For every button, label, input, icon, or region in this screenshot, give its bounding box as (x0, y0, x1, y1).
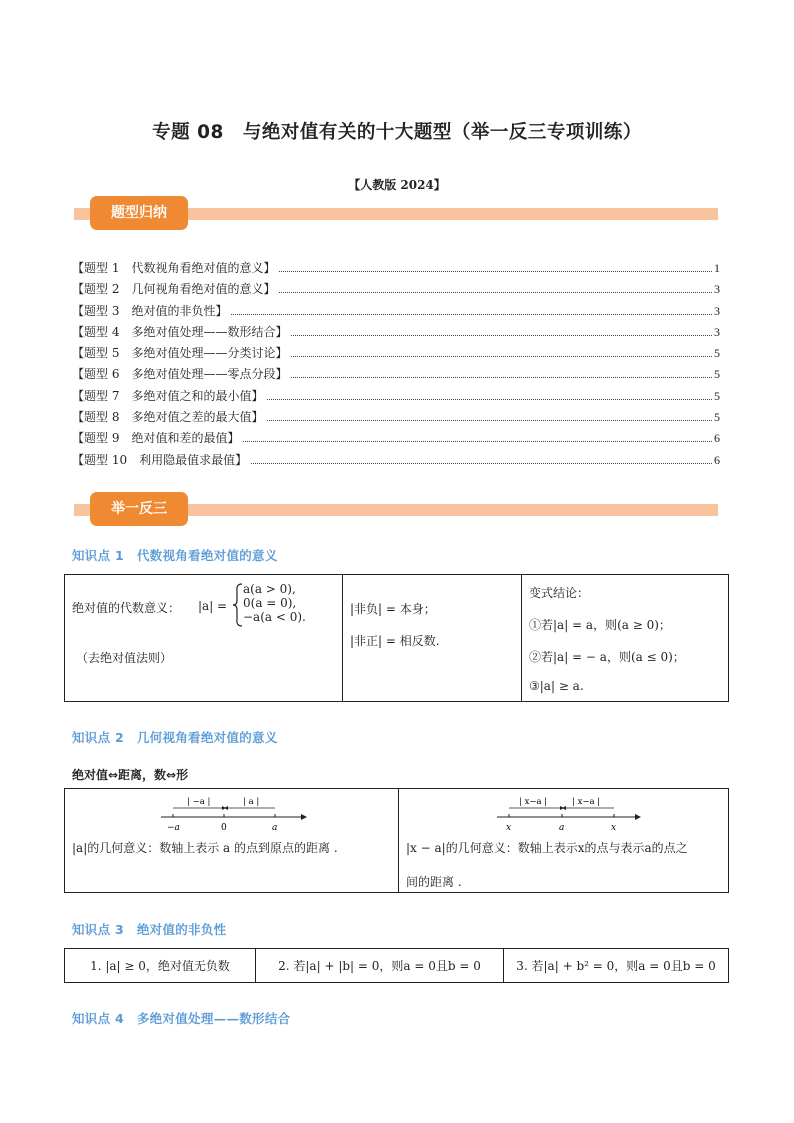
kp2-left-cell (65, 789, 399, 893)
label-abs-x-minus-a-left: | x−a | (519, 797, 548, 807)
toc-entry[interactable] (72, 302, 720, 323)
toc-page-number: 5 (714, 346, 720, 361)
toc-entry[interactable] (72, 259, 720, 280)
toc-entry[interactable] (72, 451, 720, 472)
page-title: 专题 08 与绝对值有关的十大题型（举一反三专项训练） (152, 122, 642, 143)
toc-leader-dots (231, 314, 712, 315)
kp3-cell-2: 2. 若|a| + |b| = 0，则a = 0且b = 0 (256, 949, 504, 983)
toc-entry[interactable] (72, 387, 720, 408)
kp1-table (64, 574, 729, 702)
kp1-case-negative: −a(a < 0). (243, 610, 306, 624)
toc-entry-label[interactable]: 【题型 9 绝对值和差的最值】 (72, 431, 240, 446)
section-banner-practice (74, 501, 718, 517)
number-line-distance-figure (489, 793, 649, 835)
toc-page-number: 6 (714, 431, 720, 446)
kp1-algebraic-cell (65, 575, 343, 702)
kp1-case-positive: a(a > 0), (243, 582, 296, 596)
toc-entry-label[interactable]: 【题型 8 多绝对值之差的最大值】 (72, 410, 264, 425)
toc-entry-label[interactable]: 【题型 1 代数视角看绝对值的意义】 (72, 261, 276, 275)
toc-page-number: 1 (714, 261, 720, 275)
knowledge-point-1-title: 知识点 1 代数视角看绝对值的意义 (72, 548, 278, 563)
toc-entry[interactable] (72, 429, 720, 450)
toc-page-number: 3 (714, 324, 720, 339)
toc-entry-label[interactable]: 【题型 2 几何视角看绝对值的意义】 (72, 282, 276, 297)
toc-entry-label[interactable]: 【题型 7 多绝对值之和的最小值】 (72, 388, 264, 403)
kp3-table (64, 948, 729, 983)
tick-x-right: x (611, 823, 617, 833)
toc-entry[interactable] (72, 280, 720, 301)
kp2-subtitle: 绝对值⇔距离，数⇔形 (72, 768, 189, 782)
toc-entry[interactable] (72, 408, 720, 429)
kp1-case-zero: 0(a = 0), (243, 596, 297, 610)
tick-neg-a: −a (167, 823, 180, 833)
toc-entry[interactable] (72, 323, 720, 344)
kp2-right-text-2: 间的距离 . (406, 875, 462, 889)
kp1-rule-cell (343, 575, 522, 702)
kp2-right-text-1: |x − a|的几何意义：数轴上表示x的点与表示a的点之 (406, 841, 688, 855)
label-abs-x-minus-a-right: | x−a | (572, 797, 601, 807)
kp2-left-text: |a|的几何意义：数轴上表示 a 的点到原点的距离 . (72, 841, 338, 855)
knowledge-point-4-title: 知识点 4 多绝对值处理——数形结合 (72, 1011, 291, 1026)
toc-page-number: 3 (714, 303, 720, 318)
kp1-variant-title: 变式结论： (529, 586, 590, 600)
toc-page-number: 5 (714, 410, 720, 425)
toc-entry-label[interactable]: 【题型 10 利用隐最值求最值】 (72, 452, 248, 467)
toc-page-number: 5 (714, 367, 720, 382)
label-abs-neg-a: | −a | (187, 797, 211, 807)
kp1-variant-3: ③|a| ≥ a. (529, 679, 584, 693)
toc-entry-label[interactable]: 【题型 6 多绝对值处理——零点分段】 (72, 367, 288, 382)
kp1-variant-2: ②若|a| = − a，则(a ≤ 0)； (529, 650, 685, 664)
toc-leader-dots (251, 463, 712, 464)
kp2-table (64, 788, 729, 893)
toc-leader-dots (291, 356, 712, 357)
section-banner-types (74, 205, 718, 221)
toc-entry[interactable] (72, 365, 720, 386)
edition-label: 【人教版 2024】 (348, 178, 446, 192)
kp1-variant-1: ①若|a| = a，则(a ≥ 0)； (529, 618, 671, 632)
knowledge-point-2-title: 知识点 2 几何视角看绝对值的意义 (72, 730, 278, 745)
toc-page-number: 3 (714, 282, 720, 297)
toc-leader-dots (267, 420, 712, 421)
toc-entry-label[interactable]: 【题型 3 绝对值的非负性】 (72, 303, 228, 318)
tick-x-left: x (506, 823, 512, 833)
toc-leader-dots (243, 441, 712, 442)
toc-page-number: 6 (714, 452, 720, 467)
banner-tag: 举一反三 (90, 492, 188, 526)
kp2-right-cell (399, 789, 729, 893)
number-line-origin-figure (153, 793, 313, 835)
toc-leader-dots (291, 335, 712, 336)
toc-leader-dots (291, 377, 712, 378)
kp1-abs-a: |a| = (198, 599, 228, 613)
kp1-rule-nonpos: |非正| = 相反数. (350, 634, 440, 648)
kp1-def-prefix: 绝对值的代数意义： (72, 601, 181, 615)
knowledge-point-3-title: 知识点 3 绝对值的非负性 (72, 922, 227, 937)
tick-zero: 0 (221, 823, 227, 833)
kp1-variant-cell (522, 575, 729, 702)
toc-entry-label[interactable]: 【题型 5 多绝对值处理——分类讨论】 (72, 346, 288, 361)
kp1-rule-nonneg: |非负| = 本身； (350, 602, 436, 616)
kp3-cell-3: 3. 若|a| + b² = 0，则a = 0且b = 0 (504, 949, 729, 983)
kp1-note: （去绝对值法则） (76, 651, 173, 665)
tick-a: a (559, 823, 565, 833)
toc-leader-dots (267, 399, 712, 400)
table-of-contents (72, 259, 720, 472)
tick-a: a (272, 823, 278, 833)
toc-entry[interactable] (72, 344, 720, 365)
kp3-cell-1: 1. |a| ≥ 0，绝对值无负数 (65, 949, 256, 983)
toc-leader-dots (279, 292, 712, 293)
toc-page-number: 5 (714, 388, 720, 403)
label-abs-a: | a | (243, 797, 260, 807)
banner-tag: 题型归纳 (90, 196, 188, 230)
toc-leader-dots (279, 271, 712, 272)
toc-entry-label[interactable]: 【题型 4 多绝对值处理——数形结合】 (72, 324, 288, 339)
